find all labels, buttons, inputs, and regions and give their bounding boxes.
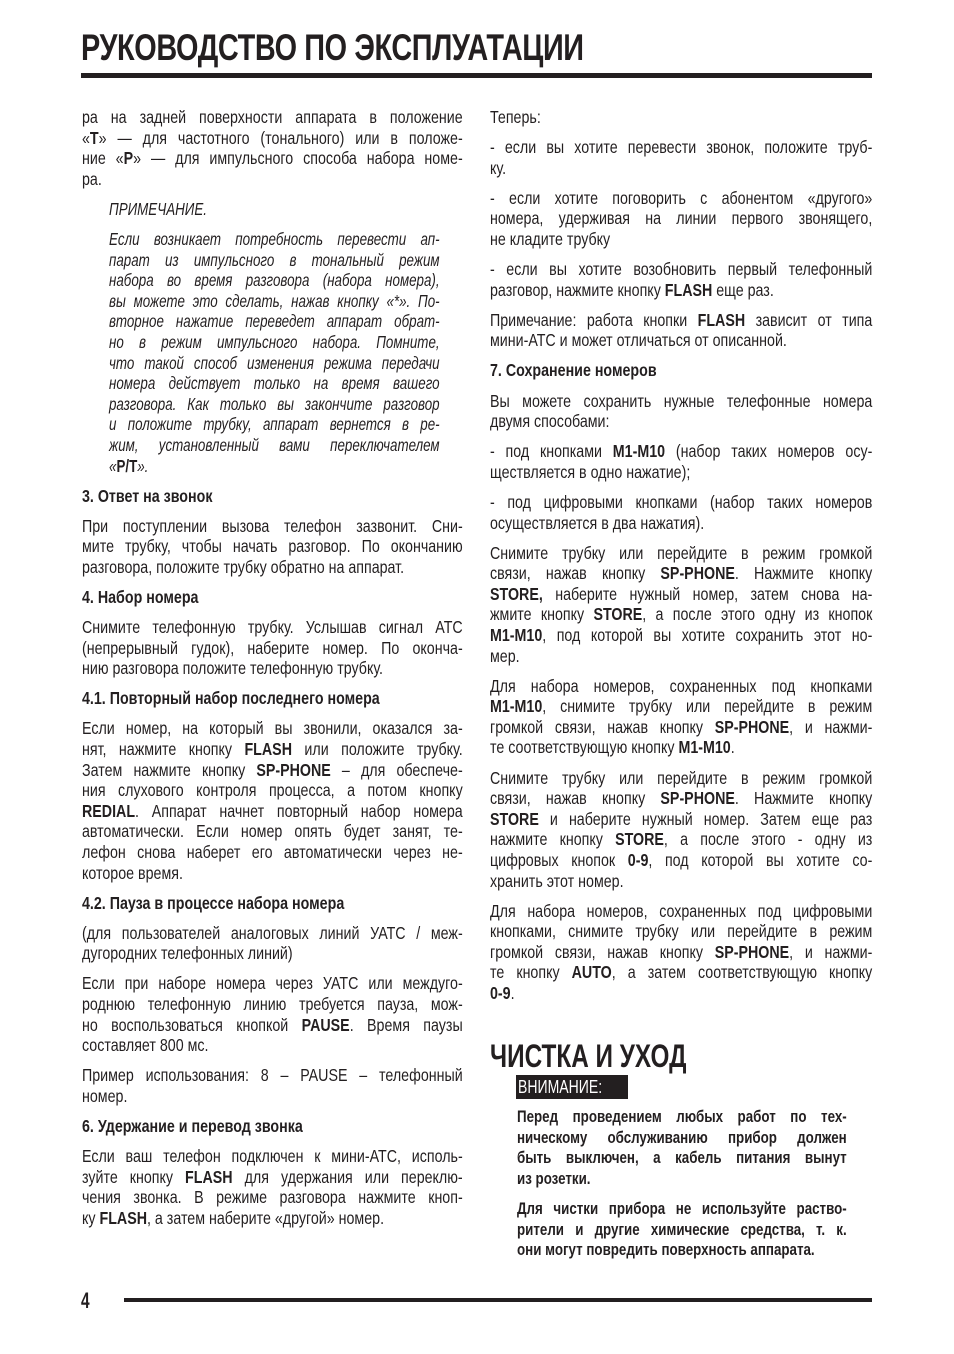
text-line: Снимите трубку или перейдите в режим громкой xyxy=(490,767,873,788)
section-heading: 3. Ответ на звонок xyxy=(82,485,213,506)
paragraph xyxy=(82,1146,463,1228)
text-line: составляет 800 мс. xyxy=(82,1035,209,1056)
text-line: что такой способ изменения режима передачи xyxy=(109,352,440,373)
text-line: нажмите кнопку STORE, а после этого - одну из xyxy=(490,829,873,850)
text-line: 0-9. xyxy=(490,982,515,1003)
text-line: «P/T». xyxy=(109,455,149,476)
text-line: нию разговора положите телефонную трубку. xyxy=(82,658,384,679)
text-line: номера действует только на время вашего xyxy=(109,373,440,394)
text-line: дугородних телефонных линий) xyxy=(82,943,293,964)
text-line: ку. xyxy=(490,157,507,178)
text-line: номер. xyxy=(82,1085,128,1106)
text-line: разговора, положите трубку обратно на аппарат. xyxy=(82,556,405,577)
text-line: REDIAL. Аппарат начнет повторный набор номера xyxy=(82,800,463,821)
text-line: мини-АТС и может отличаться от описанной. xyxy=(490,330,787,351)
text-line: из розетки. xyxy=(517,1168,591,1188)
text-line: вторное нажатие переведет аппарат обрат- xyxy=(109,311,440,332)
text-line: те кнопку AUTO, а затем соответствующую кнопку xyxy=(490,962,873,983)
text-line: мер. xyxy=(490,645,520,666)
text-line: номера, удерживая на линии первого звонящего, xyxy=(490,208,873,229)
paragraph xyxy=(490,188,872,250)
text-line: зуйте кнопку FLASH для удержания или переклю- xyxy=(82,1166,463,1187)
text-line: - под цифровыми кнопками (набор таких номеров xyxy=(490,491,873,512)
text-line: Для набора номеров, сохраненных под цифровыми xyxy=(490,900,873,921)
text-line: ния слухового контроля процесса, а потом кнопку xyxy=(82,780,463,801)
text-line: но воспользоваться кнопкой PAUSE. Время паузы xyxy=(82,1014,463,1035)
warning-text xyxy=(517,1107,847,1271)
warning-badge: ВНИМАНИЕ: xyxy=(516,1075,628,1099)
paragraph xyxy=(82,973,463,1055)
text-line: Если при наборе номера через УАТС или междуго- xyxy=(82,973,463,994)
text-line: ПРИМЕЧАНИЕ. xyxy=(109,198,208,219)
text-line: Затем нажмите кнопку SP-PHONE – для обеспече- xyxy=(82,759,463,780)
text-line: ку FLASH, а затем наберите «другой» номер. xyxy=(82,1207,385,1228)
right-column xyxy=(490,107,872,1013)
page-title: РУКОВОДСТВО ПО ЭКСПЛУАТАЦИИ xyxy=(81,27,584,68)
text-line: нят, нажмите кнопку FLASH или положите трубку. xyxy=(82,739,463,760)
text-line: те соответствующую кнопку M1-M10. xyxy=(490,737,735,758)
page-number: 4 xyxy=(81,1288,90,1313)
text-line: При поступлении вызова телефон зазвонит. Сни- xyxy=(82,515,463,536)
paragraph xyxy=(82,516,463,578)
text-line: - если хотите поговорить с абонентом «другого» xyxy=(490,187,873,208)
transfer-instructions xyxy=(490,107,872,351)
text-line: Теперь: xyxy=(490,107,541,127)
text-line: STORE, наберите нужный номер, затем снова на- xyxy=(490,583,873,604)
text-line: не кладите трубку xyxy=(490,228,611,249)
text-line: (непрерывный гудок), наберите номер. По оконча- xyxy=(82,637,463,658)
text-line: ра на задней поверхности аппарата в положение xyxy=(82,107,463,127)
text-line: - под кнопками M1-M10 (набор таких номеров осу- xyxy=(490,441,873,462)
text-line: громкой связи, нажав кнопку SP-PHONE, и нажми- xyxy=(490,716,873,737)
text-line: лефон снова наберет его автоматически через не- xyxy=(82,842,463,862)
text-line: Перед проведением любых работ по тех- xyxy=(517,1107,847,1126)
paragraph xyxy=(490,543,872,667)
text-line: парат из импульсного в тональный режим xyxy=(109,249,440,270)
section-heading: 4.1. Повторный набор последнего номера xyxy=(82,688,380,709)
paragraph xyxy=(82,718,463,883)
text-line: M1-M10, под которой вы хотите сохранить этот но- xyxy=(490,624,873,645)
paragraph xyxy=(517,1107,847,1189)
text-line: ра. xyxy=(82,168,102,189)
paragraph xyxy=(490,768,872,892)
section-heading: 7. Сохранение номеров xyxy=(490,360,657,381)
paragraph xyxy=(490,137,872,178)
text-line: (для пользователей аналоговых линий УАТС / меж- xyxy=(82,922,463,943)
text-line: они могут повредить поверхность аппарата. xyxy=(517,1240,815,1259)
text-line: ническому обслуживанию прибор должен xyxy=(517,1127,847,1147)
text-line: - если вы хотите возобновить первый телефонный xyxy=(490,259,873,280)
section-heading: 6. Удержание и перевод звонка xyxy=(82,1116,303,1137)
text-line: быть выключен, а кабель питания вынут xyxy=(517,1148,847,1167)
text-line: - если вы хотите перевести звонок, положите труб- xyxy=(490,137,873,158)
text-line: связи, нажав кнопку SP-PHONE. Нажмите кнопку xyxy=(490,563,873,584)
paragraph xyxy=(82,923,463,964)
paragraph xyxy=(490,901,872,1004)
paragraph xyxy=(517,1199,847,1261)
paragraph xyxy=(490,441,872,482)
text-line: жим, установленный вами переключателем xyxy=(109,434,440,455)
text-line: рители и другие химические средства, т. к. xyxy=(517,1219,847,1239)
text-line: но в режим импульсного набора. Помните, xyxy=(109,331,440,352)
text-line: мите трубку, чтобы начать разговор. По окончанию xyxy=(82,536,463,557)
text-line: Если номер, на который вы звонили, оказался за- xyxy=(82,718,463,739)
text-line: Снимите телефонную трубку. Услышав сигнал АТС xyxy=(82,617,463,638)
text-line: громкой связи, нажав кнопку SP-PHONE, и нажми- xyxy=(490,941,873,962)
text-line: чения звонка. В режиме разговора нажмите кноп- xyxy=(82,1187,463,1208)
note-paragraph xyxy=(109,229,463,476)
text-line: ществляется в одно нажатие); xyxy=(490,461,691,482)
text-line: цифровых кнопок 0-9, под которой вы хотите со- xyxy=(490,849,873,870)
footer-rule xyxy=(124,1298,872,1302)
text-line: Вы можете сохранить нужные телефонные номера xyxy=(490,390,873,411)
text-line: роднюю телефонную линию требуется пауза, мож- xyxy=(82,994,463,1015)
left-sections xyxy=(82,486,463,1229)
text-line: Если ваш телефон подключен к мини-АТС, исполь- xyxy=(82,1146,463,1167)
text-line: жмите кнопку STORE, а после этого одну из кнопок xyxy=(490,604,873,625)
text-line: набора во время разговора (набора номера), xyxy=(109,270,440,291)
text-line: STORE и наберите нужный номер. Затем еще раз xyxy=(490,808,873,829)
paragraph xyxy=(490,492,872,533)
text-line: Снимите трубку или перейдите в режим громкой xyxy=(490,542,873,563)
text-line: разговора. Как только вы закончите разговор xyxy=(109,393,440,414)
intro-paragraph xyxy=(82,107,463,189)
paragraph xyxy=(490,107,872,128)
paragraph xyxy=(490,310,872,351)
text-line: хранить этот номер. xyxy=(490,870,624,891)
paragraph xyxy=(490,676,872,758)
text-line: осуществляется в два нажатия). xyxy=(490,512,705,533)
text-line: разговор, нажмите кнопку FLASH еще раз. xyxy=(490,279,774,300)
care-section-title: ЧИСТКА И УХОД xyxy=(490,1038,687,1074)
text-line: кнопками, снимите трубку или перейдите в режим xyxy=(490,921,873,942)
left-column xyxy=(82,107,463,1238)
section-heading: 4. Набор номера xyxy=(82,586,199,607)
text-line: Для набора номеров, сохраненных под кнопками xyxy=(490,675,873,696)
note-title xyxy=(109,199,463,220)
paragraph xyxy=(490,391,872,432)
text-line: и положите трубку, аппарат вернется в ре- xyxy=(109,414,440,435)
paragraph xyxy=(490,259,872,300)
text-line: M1-M10, снимите трубку или перейдите в режим xyxy=(490,696,873,717)
text-line: ние «P» — для импульсного способа набора номе- xyxy=(82,148,463,169)
header-rule xyxy=(81,73,872,78)
text-line: двумя способами: xyxy=(490,411,610,432)
text-line: вы можете это сделать, нажав кнопку «*». По- xyxy=(109,290,440,311)
text-line: связи, нажав кнопку SP-PHONE. Нажмите кнопку xyxy=(490,788,873,809)
text-line: «T» — для частотного (тонального) или в положе- xyxy=(82,127,463,148)
text-line: Для чистки прибора не используйте раство- xyxy=(517,1199,847,1218)
text-line: Пример использования: 8 – PAUSE – телефонный xyxy=(82,1065,463,1086)
text-line: которое время. xyxy=(82,862,183,883)
paragraph xyxy=(82,1065,463,1106)
section-heading: 4.2. Пауза в процессе набора номера xyxy=(82,892,345,913)
paragraph xyxy=(82,617,463,679)
text-line: Если возникает потребность перевести ап- xyxy=(109,228,440,249)
storing-numbers-section xyxy=(490,391,872,1004)
text-line: Примечание: работа кнопки FLASH зависит от типа xyxy=(490,309,873,330)
text-line: автоматически. Если номер опять будет занят, те- xyxy=(82,821,463,842)
